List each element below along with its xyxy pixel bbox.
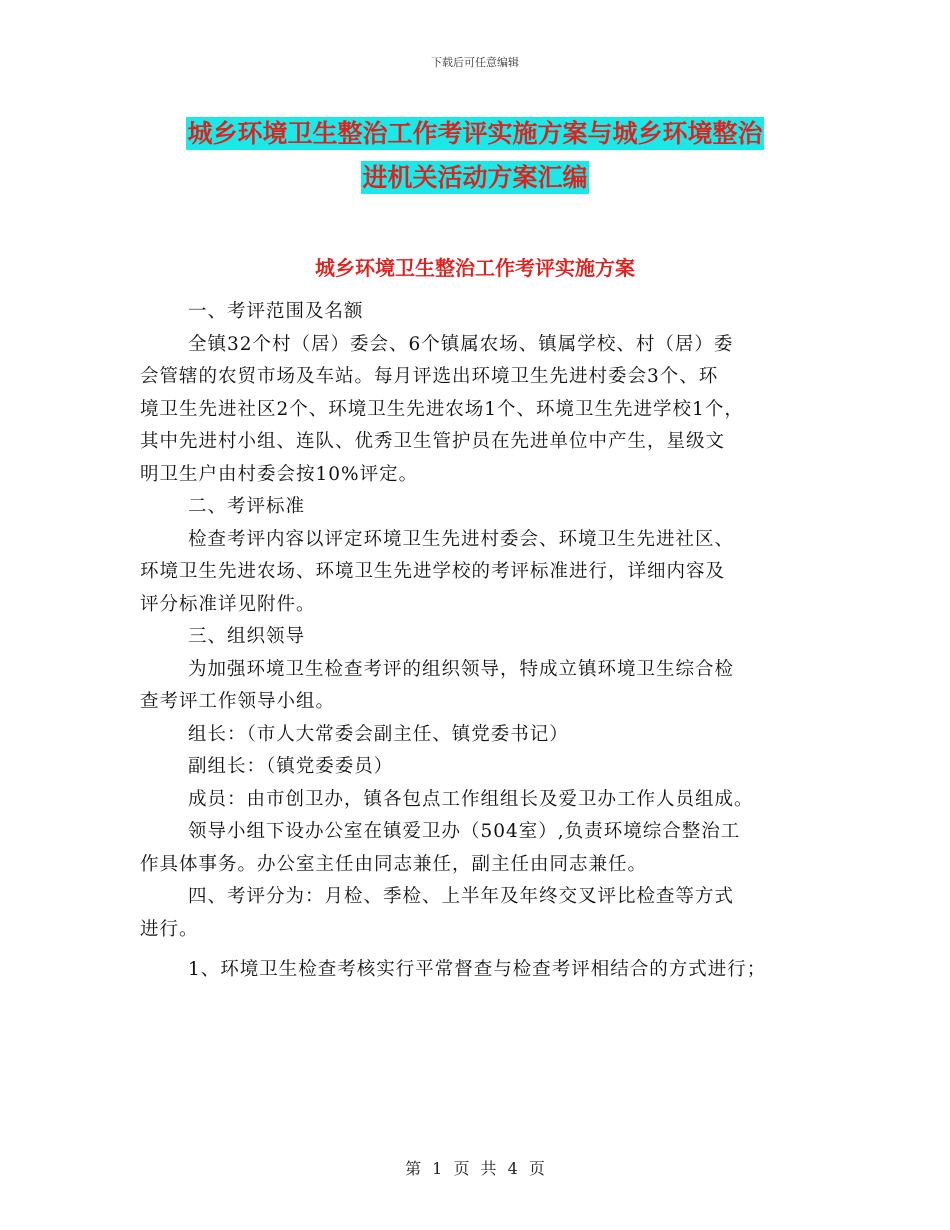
paragraph-line: 环境卫生先进农场、环境卫生先进学校的考评标准进行，详细内容及 [140,561,726,582]
paragraph-line: 为加强环境卫生检查考评的组织领导，特成立镇环境卫生综合检 [188,658,735,680]
paragraph-line: 评分标准详见附件。 [140,593,316,615]
paragraph-line: 查考评工作领导小组。 [140,691,336,712]
document-title-line-2: 进机关活动方案汇编 [362,163,588,192]
page-header: 下载后可任意编辑 [431,56,519,69]
section-title: 城乡环境卫生整治工作考评实施方案 [315,256,635,280]
paragraph-line: 1、环境卫生检查考核实行平常督查与检查考评相结合的方式进行； [188,959,767,980]
document-title-line-1: 城乡环境卫生整治工作考评实施方案与城乡环境整治 [187,119,763,148]
paragraph-line: 会管辖的农贸市场及车站。每月评选出环境卫生先进村委会3个、环 [140,366,719,387]
paragraph-line: 全镇32个村（居）委会、6个镇属农场、镇属学校、村（居）委 [188,333,734,355]
heading-evaluation: 四、考评分为：月检、季检、上半年及年终交叉评比检查等方式 [188,886,735,907]
paragraph-line: 其中先进村小组、连队、优秀卫生管护员在先进单位中产生，星级文 [140,431,726,452]
paragraph-line: 作具体事务。办公室主任由同志兼任，副主任由同志兼任。 [140,853,648,875]
paragraph-line: 进行。 [140,918,199,940]
paragraph-line: 副组长：（镇党委委员） [188,756,394,777]
paragraph-line: 明卫生户由村委会按10%评定。 [140,463,419,485]
heading-scope: 一、考评范围及名额 [188,301,364,322]
heading-leadership: 三、组织领导 [188,626,306,647]
paragraph-line: 检查考评内容以评定环境卫生先进村委会、环境卫生先进社区、 [188,528,735,550]
page-footer: 第 1 页 共 4 页 [405,1159,545,1178]
document-body [140,296,830,987]
paragraph-line: 领导小组下设办公室在镇爱卫办（504室）,负责环境综合整治工 [188,821,741,842]
heading-standards: 二、考评标准 [188,496,306,517]
paragraph-line: 境卫生先进社区2个、环境卫生先进农场1个、环境卫生先进学校1个， [140,398,744,420]
paragraph-line: 成员：由市创卫办，镇各包点工作组组长及爱卫办工作人员组成。 [188,788,754,810]
paragraph-line: 组长：（市人大常委会副主任、镇党委书记） [188,723,569,745]
